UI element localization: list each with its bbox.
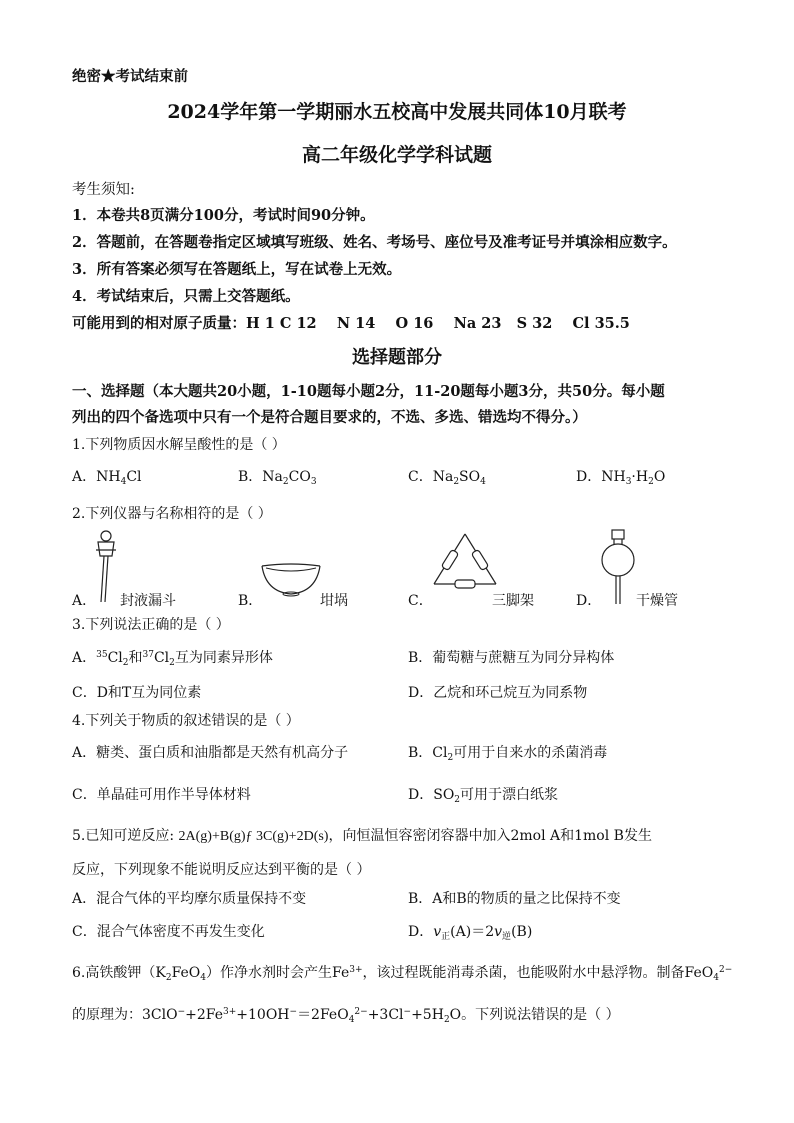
crucible-icon <box>260 562 322 598</box>
exam-subtitle: 高二年级化学学科试题 <box>301 144 492 166</box>
q3-option-c: C．D和T互为同位素 <box>72 685 202 701</box>
separatory-funnel-icon <box>92 528 122 608</box>
q2-option-d-name: 干燥管 <box>636 593 678 609</box>
q5-option-d: D．$v_正(A)=2v_逆(B)$ <box>408 924 533 942</box>
q1-option-b: B．$Na_2CO_3$ <box>238 469 317 487</box>
clay-triangle-icon <box>430 530 500 590</box>
q4-option-a: A．糖类、蛋白质和油脂都是天然有机高分子 <box>72 745 349 761</box>
q3-option-a: A．$^{35}Cl_2$和$^{37}Cl_2$互为同素异形体 <box>72 650 273 668</box>
q5-option-b: B．A和B的物质的量之比保持不变 <box>408 891 621 907</box>
section-title: 选择题部分 <box>352 347 442 368</box>
q2-option-b-name: 坩埚 <box>320 593 348 609</box>
notice-item-3: 3．所有答案必须写在答题纸上，写在试卷上无效。 <box>72 261 402 278</box>
q4-stem: 4.下列关于物质的叙述错误的是（ ） <box>72 713 300 729</box>
section-intro-line2: 列出的四个备选项中只有一个是符合题目要求的，不选、多选、错选均不得分。） <box>72 409 587 426</box>
q3-stem: 3.下列说法正确的是（ ） <box>72 617 230 633</box>
q4-option-d: D．$SO_2$可用于漂白纸浆 <box>408 787 559 805</box>
q2-option-a-name: 封液漏斗 <box>120 593 176 609</box>
q6-stem-line1: 6.高铁酸钾$(K_2FeO_4)$作净水剂时会产生$Fe^{3+}$，该过程既能消毒杀菌，也能吸附水中悬浮物。制备FeO$_4^{2-}$ <box>72 965 733 983</box>
drying-tube-icon <box>598 528 638 606</box>
atomic-masses: 可能用到的相对原子质量：H 1 C 12 N 14 O 16 Na 23 S 32 Cl 35.5 <box>72 315 630 332</box>
notice-item-2: 2．答题前，在答题卷指定区域填写班级、姓名、考场号、座位号及准考证号并填涂相应数字。 <box>72 234 677 251</box>
q2-option-d-letter: D． <box>576 593 602 609</box>
q1-option-c: C．$Na_2SO_4$ <box>408 469 486 487</box>
q5-stem-line2: 反应，下列现象不能说明反应达到平衡的是（ ） <box>72 862 371 878</box>
q2-option-c-letter: C． <box>408 593 433 609</box>
q4-option-b: B．$Cl_2$可用于自来水的杀菌消毒 <box>408 745 608 763</box>
q2-option-a-letter: A． <box>72 593 97 609</box>
exam-title: 2024学年第一学期丽水五校高中发展共同体10月联考 <box>167 101 627 123</box>
q1-stem: 1.下列物质因水解呈酸性的是（ ） <box>72 437 286 453</box>
notice-heading: 考生须知: <box>72 182 135 198</box>
notice-item-1: 1．本卷共8页满分100分，考试时间90分钟。 <box>72 207 375 224</box>
q2-option-b-letter: B． <box>238 593 263 609</box>
secret-label: 绝密★考试结束前 <box>72 68 188 85</box>
q5-option-a: A．混合气体的平均摩尔质量保持不变 <box>72 891 307 907</box>
q3-option-d: D．乙烷和环己烷互为同系物 <box>408 685 588 701</box>
q5-stem: 5.已知可逆反应: 2A(g)+B(g)ƒ 3C(g)+2D(s)，向恒温恒容密闭容器中加入2mol A和1mol B发生 <box>72 828 652 844</box>
q2-stem: 2.下列仪器与名称相符的是（ ） <box>72 506 272 522</box>
q5-option-c: C．混合气体密度不再发生变化 <box>72 924 265 940</box>
notice-item-4: 4．考试结束后，只需上交答题纸。 <box>72 288 300 305</box>
q4-option-c: C．单晶硅可用作半导体材料 <box>72 787 251 803</box>
q3-option-b: B．葡萄糖与蔗糖互为同分异构体 <box>408 650 615 666</box>
q1-option-d: D．$NH_3\cdot H_2O$ <box>576 469 666 487</box>
q2-option-c-name: 三脚架 <box>492 593 534 609</box>
section-intro-line1: 一、选择题（本大题共20小题，1-10题每小题2分，11-20题每小题3分，共50分。每小题 <box>72 383 665 400</box>
q1-option-a: A．$NH_4Cl$ <box>72 469 142 487</box>
q6-stem-line2: 的原理为：$3ClO^-+2Fe^{3+}+10OH^-=2FeO_4^{2-}+3Cl^-+5H_2O$。下列说法错误的是（ ） <box>72 1007 620 1025</box>
